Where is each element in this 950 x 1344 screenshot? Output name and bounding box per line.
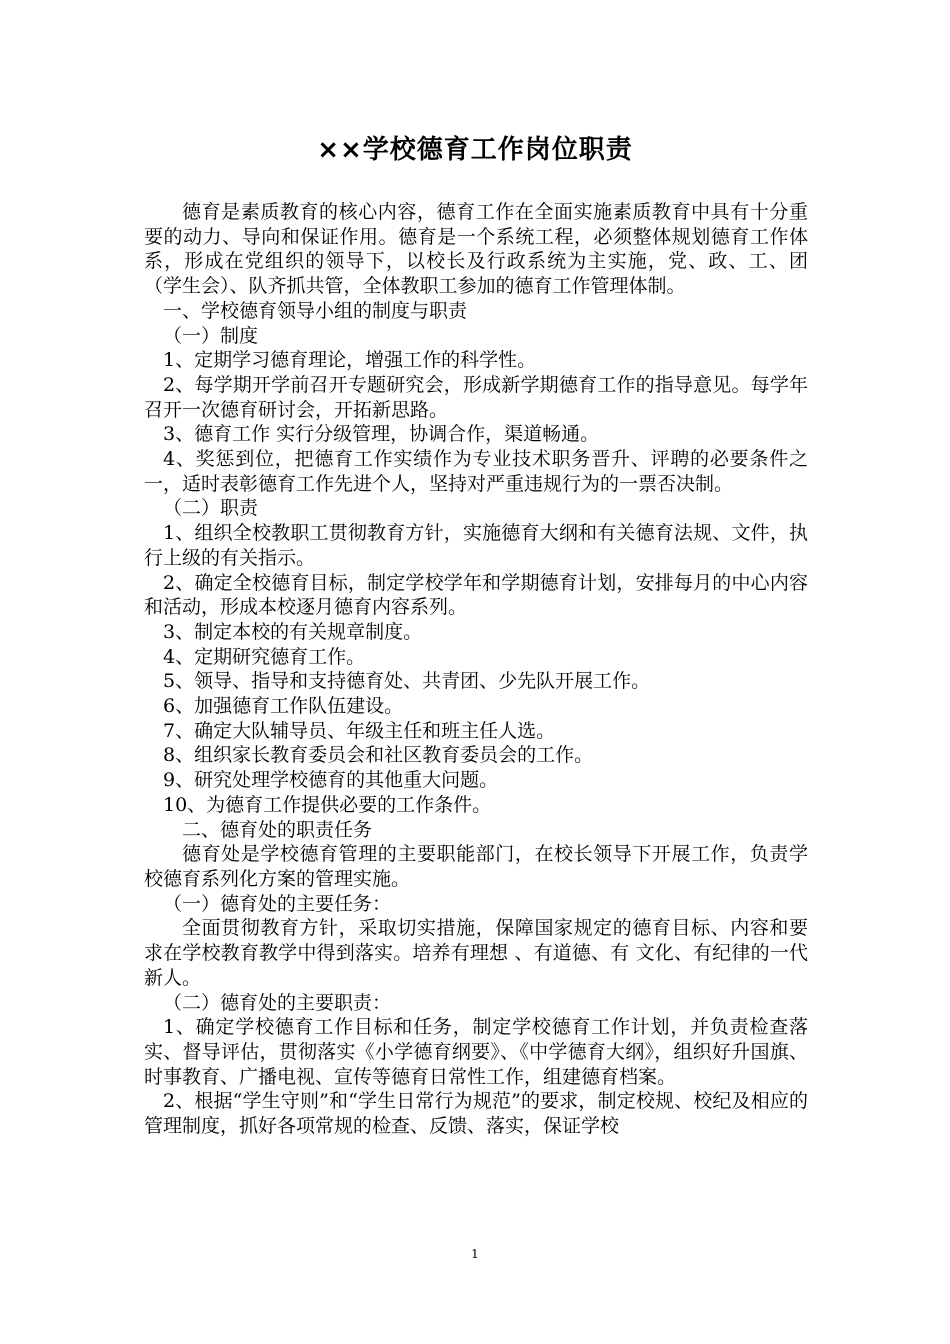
list-item: 7、确定大队辅导员、年级主任和班主任人选。 [163,719,556,742]
body-paragraph: 德育处是学校德育管理的主要职能部门，在校长领导下开展工作，负责学校德育系列化方案的管理实施。 [144,843,808,890]
document-body [144,200,808,1139]
list-item: 3、制定本校的有关规章制度。 [163,620,423,643]
list-item: 5、领导、指导和支持德育处、共青团、少先队开展工作。 [163,670,651,693]
subsection-heading: （二）德育处的主要职责： [163,991,392,1014]
subsection-heading: （一）制度 [163,324,259,347]
list-item: 2、确定全校德育目标，制定学校学年和学期德育计划，安排每月的中心内容和活动，形成本校逐月德育内容系列。 [144,571,808,619]
document-title: ××学校德育工作岗位职责 [317,135,633,165]
list-item: 4、定期研究德育工作。 [163,645,366,668]
subsection-heading: （二）职责 [163,497,259,520]
list-item: 1、定期学习德育理论，增强工作的科学性。 [163,349,537,372]
subsection-heading: （一）德育处的主要任务： [163,892,392,915]
list-item: 10、为德育工作提供必要的工作条件。 [163,793,492,816]
section-heading: 一、学校德育领导小组的制度与职责 [163,299,468,322]
intro-paragraph: 德育是素质教育的核心内容，德育工作在全面实施素质教育中具有十分重要的动力、导向和保证作用。德育是一个系统工程，必须整体规划德育工作体系，形成在党组织的领导下，以校长及行政系统为主实施，党、政、工、团（学生会）、队齐抓共管，全体教职工参加的德育工作管理体制。 [144,201,808,298]
list-item: 6、加强德育工作队伍建设。 [163,695,404,718]
list-item: 2、根据“学生守则”和“学生日常行为规范”的要求，制定校规、校纪及相应的管理制度，抓好各项常规的检查、反馈、落实，保证学校 [144,1090,808,1138]
list-item: 2、每学期开学前召开专题研究会，形成新学期德育工作的指导意见。每学年召开一次德育研讨会，开拓新思路。 [144,373,808,421]
list-item: 9、研究处理学校德育的其他重大问题。 [163,769,499,792]
list-item: 1、组织全校教职工贯彻教育方针，实施德育大纲和有关德育法规、文件，执行上级的有关指示。 [144,522,808,569]
section-heading: 二、德育处的职责任务 [182,818,373,841]
list-item: 1、确定学校德育工作目标和任务，制定学校德育工作计划，并负责检查落实、督导评估，贯彻落实《小学德育纲要》、《中学德育大纲》，组织好升国旗、时事教育、广播电视、宣传等德育日常性工作，组建德育档案。 [144,1016,808,1088]
body-paragraph: 全面贯彻教育方针，采取切实措施，保障国家规定的德育目标、内容和要求在学校教育教学中得到落实。培养有理想 、有道德、有 文化、有纪律的一代新人。 [144,917,808,989]
list-item: 8、组织家长教育委员会和社区教育委员会的工作。 [163,744,594,767]
list-item: 3、德育工作 实行分级管理，协调合作，渠道畅通。 [163,423,600,446]
page-number: 1 [471,1247,479,1261]
list-item: 4、奖惩到位，把德育工作实绩作为专业技术职务晋升、评聘的必要条件之一，适时表彰德育工作先进个人，坚持对严重违规行为的一票否决制。 [144,448,808,495]
